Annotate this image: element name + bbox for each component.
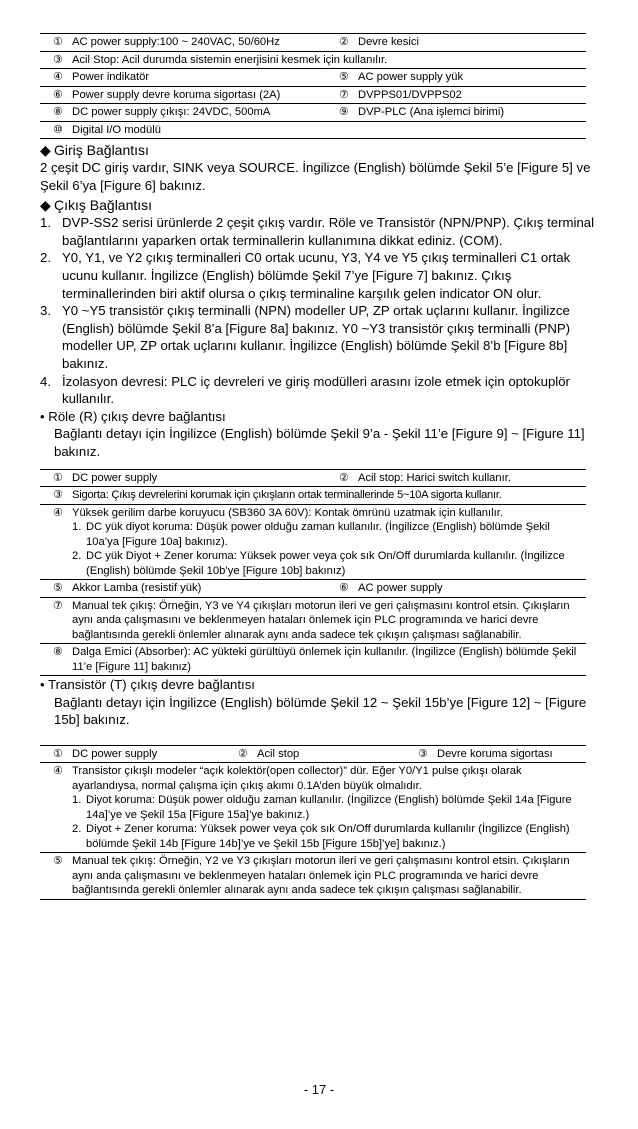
table-row xyxy=(40,52,586,70)
item-number: ① xyxy=(52,747,64,760)
item-number: ② xyxy=(338,36,350,48)
item-text: DC power supply xyxy=(72,747,158,760)
table-row xyxy=(40,598,586,645)
list-item xyxy=(40,214,600,249)
sub-number: 2. xyxy=(72,823,82,836)
item-number: ③ xyxy=(53,489,63,501)
item-number: ③ xyxy=(417,747,429,760)
item-text: Yüksek gerilim darbe koruyucu (SB360 3A 60V): Kontak ömrünü uzatmak için kullanılır. xyxy=(72,506,503,519)
section-heading-input xyxy=(40,141,600,159)
item-text: Acil stop: Harici switch kullanır. xyxy=(358,471,511,484)
item-number: ⑦ xyxy=(338,88,350,101)
sub-item xyxy=(72,822,582,851)
item-number: ④ xyxy=(52,506,64,519)
table-row xyxy=(40,69,586,87)
item-text: Manual tek çıkış: Örneğin, Y2 ve Y3 çıkışları motorun ileri ve geri çalışmasını kontrol etsin. Çıkışların aynı anda çalışmasını ve beklenmeyen hataları önlemek için PLC programında ve harici devre bağlantısında gerekli önlemler alınarak aynı anda sadece tek çıkışın çalışması sağlanabilir. xyxy=(72,855,570,897)
item-number: ③ xyxy=(52,53,64,66)
item-number: ⑨ xyxy=(338,106,350,118)
sub-item xyxy=(72,549,582,578)
legend-table-3 xyxy=(40,745,586,900)
item-number: ⑤ xyxy=(52,582,64,594)
transistor-heading xyxy=(40,676,600,694)
item-text: Akkor Lamba (resistif yük) xyxy=(72,582,202,594)
item-text: DVPPS01/DVPPS02 xyxy=(358,88,462,101)
list-text: İzolasyon devresi: PLC iç devreleri ve giriş modülleri arasını izole etmek için optokuplör kullanılır. xyxy=(62,373,570,407)
list-number: 4. xyxy=(40,373,51,389)
table-row xyxy=(40,580,586,598)
item-number: ⑧ xyxy=(52,646,64,658)
sub-number: 1. xyxy=(72,521,82,533)
item-number: ④ xyxy=(52,765,64,778)
item-text: Power indikatör xyxy=(72,71,150,83)
item-text: Devre kesici xyxy=(358,36,419,48)
table-row xyxy=(40,505,586,581)
table-row xyxy=(40,34,586,52)
list-item xyxy=(40,302,600,372)
diamond-bullet-icon: ◆ xyxy=(40,197,51,214)
sub-number: 1. xyxy=(72,794,82,807)
item-number: ⑥ xyxy=(338,582,350,594)
item-text: DC power supply çıkışı: 24VDC, 500mA xyxy=(72,106,271,118)
item-number: ⑥ xyxy=(52,88,64,101)
item-text: DVP-PLC (Ana işlemci birimi) xyxy=(358,106,505,118)
item-text: Devre koruma sigortası xyxy=(437,747,553,760)
item-number: ② xyxy=(338,471,350,484)
item-text: Dalga Emici (Absorber): AC yükteki gürültüyü önlemek için kullanılır. (İngilizce (English) bölümde Şekil 11’e [Figure 11] bakınız) xyxy=(72,646,577,673)
item-number: ⑦ xyxy=(52,599,64,612)
table-row xyxy=(40,853,586,899)
item-text: AC power supply:100 ~ 240VAC, 50/60Hz xyxy=(72,36,280,48)
page-content xyxy=(40,33,600,900)
output-list xyxy=(40,214,600,408)
section-title: Giriş Bağlantısı xyxy=(54,142,149,158)
diamond-bullet-icon: ◆ xyxy=(40,142,51,158)
bullet-icon: • xyxy=(40,677,45,692)
table-row xyxy=(40,644,586,675)
item-number: ① xyxy=(52,36,64,48)
sub-number: 2. xyxy=(72,550,82,562)
list-number: 1. xyxy=(40,215,51,231)
list-item xyxy=(40,373,600,408)
sub-text: DC yük diyot koruma: Düşük power olduğu zaman kullanılır. (İngilizce (English) bölümde Şekil 10a’ya [Figure 10a] bakınız). xyxy=(86,521,550,548)
item-number: ⑩ xyxy=(52,123,64,136)
list-item xyxy=(40,249,600,302)
legend-table-1 xyxy=(40,33,586,139)
table-row xyxy=(40,470,586,488)
item-number: ④ xyxy=(52,71,64,83)
section-title: Çıkış Bağlantısı xyxy=(54,197,153,214)
bullet-icon: • xyxy=(40,408,45,424)
relay-paragraph: Bağlantı detayı için İngilizce (English) bölümde Şekil 9’a - Şekil 11’e [Figure 9] ~ [Figure 11] bakınız. xyxy=(54,426,585,459)
item-text: Power supply devre koruma sigortası (2A) xyxy=(72,88,281,101)
sub-text: Diyot + Zener koruma: Yüksek power veya çok sık On/Off durumlarda kullanılır (İngilizce (English) bölümde Şekil 14b [Figure 14b]’ye ve Şekil 15b [Figure 15b]’ye] bakınız.) xyxy=(86,823,570,850)
sub-item xyxy=(72,520,582,549)
relay-title: Röle (R) çıkış devre bağlantısı xyxy=(48,408,226,424)
sub-text: Diyot koruma: Düşük power olduğu zaman kullanılır. (İngilizce (English) bölümde Şekil 14a [Figure 14a]’ye ve Şekil 15a [Figure 15a]’ye bakınız.) xyxy=(86,794,572,821)
table-row xyxy=(40,104,586,122)
item-text: Sigorta: Çıkış devrelerini korumak için çıkışların ortak terminallerinde 5~10A sigorta kullanır. xyxy=(72,489,502,501)
table-row xyxy=(40,763,586,853)
item-number: ⑤ xyxy=(52,855,64,868)
legend-table-2 xyxy=(40,469,586,677)
item-number: ② xyxy=(237,747,249,760)
item-text: AC power supply xyxy=(358,582,443,594)
item-text: Acil Stop: Acil durumda sistemin enerjisini kesmek için kullanılır. xyxy=(72,53,388,66)
list-text: Y0 ~Y5 transistör çıkış terminalli (NPN) modeller UP, ZP ortak uçlarını kullanır. İngilizce (English) bölümde Şekil 8’a [Figure 8a] bakınız. Y0 ~Y3 transistör çıkış terminalli (PNP) modeller UP, ZP ortak uçlarını kullanır. İngilizce (English) bölümde Şekil 8’b [Figure 8b] bakınız. xyxy=(62,303,571,371)
table-row xyxy=(40,122,586,139)
item-number: ⑧ xyxy=(52,106,64,118)
list-number: 3. xyxy=(40,303,51,319)
list-text: DVP-SS2 serisi ürünlerde 2 çeşit çıkış vardır. Röle ve Transistör (NPN/PNP). Çıkış terminal bağlantılarını yaparken ortak terminallerin kullanımına dikkat ediniz. (COM). xyxy=(62,215,595,248)
sub-item xyxy=(72,793,582,822)
section-heading-output xyxy=(40,196,600,214)
item-text: AC power supply yük xyxy=(358,71,464,83)
section-paragraph: 2 çeşit DC giriş vardır, SINK veya SOURCE. İngilizce (English) bölümde Şekil 5’e [Figure 5] ve Şekil 6’ya [Figure 6] bakınız. xyxy=(40,160,591,193)
list-number: 2. xyxy=(40,250,51,266)
table-row xyxy=(40,746,586,764)
page-number: - 17 - xyxy=(303,1082,335,1097)
list-text: Y0, Y1, ve Y2 çıkış terminalleri C0 ortak ucunu, Y3, Y4 ve Y5 çıkış terminalleri C1 ortak ucunu kullanır. İngilizce (English) bölümde Şekil 7’ye [Figure 7] bakınız. Çıkış terminallerinden biri aktif olursa o çıkış terminaline karşılık gelen indicator ON olur. xyxy=(62,250,571,301)
item-text: Manual tek çıkış: Örneğin, Y3 ve Y4 çıkışları motorun ileri ve geri çalışmasını kontrol etsin. Çıkışların aynı anda çalışmasını ve beklenmeyen hataları önlemek için PLC programında ve harici devre bağlantısında gerekli önlemler alınarak aynı anda sadece tek çıkışın çalışması sağlanabilir. xyxy=(72,599,570,641)
table-row xyxy=(40,87,586,105)
relay-heading xyxy=(40,408,600,426)
table-row xyxy=(40,487,586,505)
transistor-title: Transistör (T) çıkış devre bağlantısı xyxy=(48,677,255,692)
item-text: Digital I/O modülü xyxy=(72,123,161,136)
item-text: Acil stop xyxy=(257,747,300,760)
item-text: DC power supply xyxy=(72,471,158,484)
item-number: ① xyxy=(52,471,64,484)
sub-text: DC yük Diyot + Zener koruma: Yüksek power veya çok sık On/Off durumlarda kullanılır. (İngilizce (English) bölümde Şekil 10b’ye [Figure 10b] bakınız) xyxy=(86,550,565,577)
transistor-paragraph: Bağlantı detayı için İngilizce (English) bölümde Şekil 12 ~ Şekil 15b’ye [Figure 12] ~ [Figure 15b] bakınız. xyxy=(54,694,587,728)
item-number: ⑤ xyxy=(338,71,350,83)
item-text: Transistor çıkışlı modeler “açık kolektör(open collector)” dür. Eğer Y0/Y1 pulse çıkışı olarak ayarlandıysa, normal çalışma için çıkış akımı 0.1A’den büyük olmalıdır. xyxy=(72,765,522,792)
